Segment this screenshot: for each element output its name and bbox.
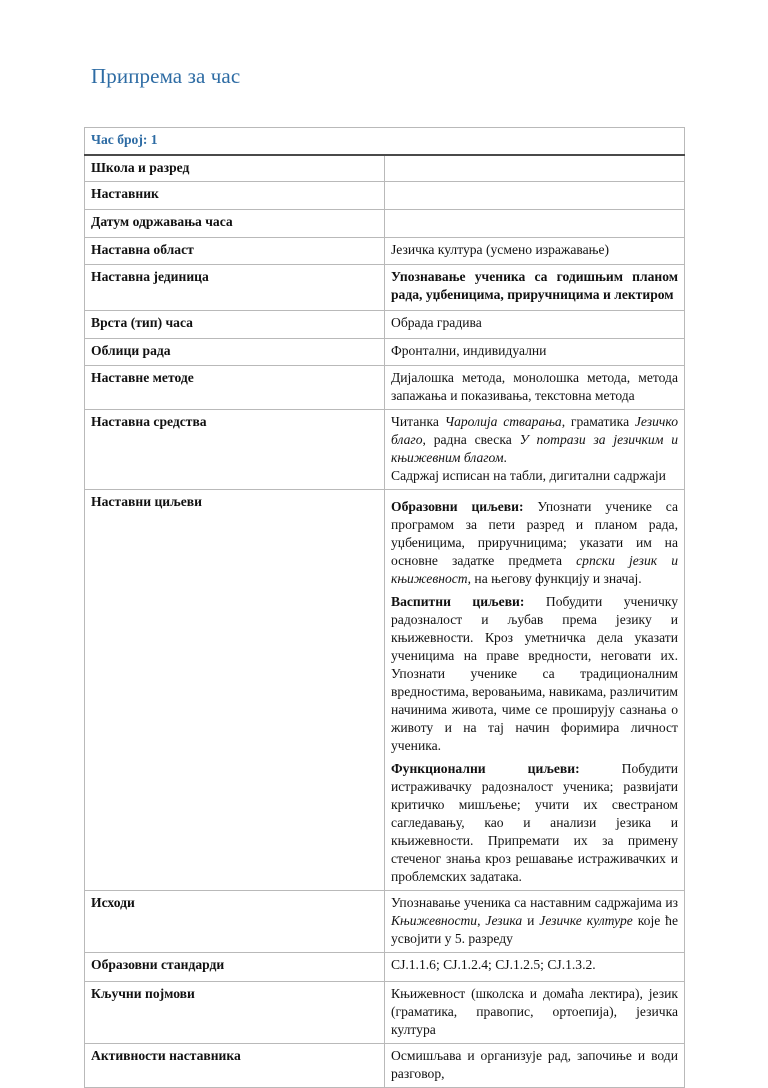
forms-value: Фронтални, индивидуални [385,339,685,366]
goals-value [385,490,685,891]
terms-label: Кључни појмови [85,982,385,1044]
table-row [85,128,685,155]
date-label: Датум одржавања часа [85,210,385,238]
outcomes-value: Упознавање ученика са наставним садржајима из Књижевности, Језика и Језичке културе које ће усвојити у 5. разреду [385,891,685,953]
school-label: Школа и разред [85,155,385,182]
table-row [85,182,685,210]
table-row [85,953,685,982]
unit-value: Упознавање ученика са годишњим планом рада, уџбеницима, приручницима и лектиром [385,265,685,311]
table-row [85,311,685,339]
means-value: Читанка Чаролија стварања, граматика Језичко благо, радна свеска У потрази за језичким и књижевним благом. Садржај исписан на табли, дигитални садржаји [385,410,685,490]
methods-label: Наставне методе [85,366,385,410]
goal-educational: Образовни циљеви: Упознати ученике са програмом за пети разред и планом рада, уџбеницима, приручницима; указати им на основне задатке предмета српски језик и књижевност, на његову функцију и значај. [391,499,678,586]
means-label: Наставна средства [85,410,385,490]
table-row [85,339,685,366]
teacher-label: Наставник [85,182,385,210]
unit-label: Наставна јединица [85,265,385,311]
goal-upbringing: Васпитни циљеви: Побудити ученичку радозналост и љубав према језику и књижевности. Кроз уметничка дела указати ученицима на праве вредности, неговати их. Упознати ученике са традиционалним вредностима, веровањима, навикама, различитим начинима живота, чиме се проширују сазнања о животу и на тај начин форимира личност ученика. [391,594,678,753]
table-row [85,265,685,311]
activities-label: Активности наставника [85,1044,385,1088]
goal-functional: Функционални циљеви: Побудити истраживачку радозналост ученика; развијати критичко мишљење; учити их свестраном сагледавању, као и анализи језика и књижевности. Припремати их за примену стеченог знања кроз решавање истраживачких и проблемских задатака. [391,761,678,884]
type-value: Обрада градива [385,311,685,339]
table-row [85,1044,685,1088]
area-label: Наставна област [85,238,385,265]
page-title: Припрема за час [91,64,241,88]
standards-value: СЈ.1.1.6; СЈ.1.2.4; СЈ.1.2.5; СЈ.1.3.2. [385,953,685,982]
standards-label: Образовни стандарди [85,953,385,982]
date-value[interactable] [385,210,685,238]
table-row [85,210,685,238]
table-row [85,490,685,891]
methods-value: Дијалошка метода, монолошка метода, метода запажања и показивања, текстовна метода [385,366,685,410]
area-value: Језичка култура (усмено изражавање) [385,238,685,265]
lesson-plan-table [84,127,685,1088]
table-row [85,366,685,410]
forms-label: Облици рада [85,339,385,366]
outcomes-label: Исходи [85,891,385,953]
school-value[interactable] [385,155,685,182]
table-row [85,155,685,182]
type-label: Врста (тип) часа [85,311,385,339]
table-row [85,891,685,953]
terms-value: Књижевност (школска и домаћа лектира), језик (граматика, правопис, ортоепија), језичка култура [385,982,685,1044]
table-row [85,982,685,1044]
activities-value: Осмишљава и организује рад, започиње и води разговор, [385,1044,685,1088]
goals-label: Наставни циљеви [85,490,385,891]
lesson-number: Час број: 1 [85,128,685,155]
table-row [85,410,685,490]
table-row [85,238,685,265]
teacher-value[interactable] [385,182,685,210]
